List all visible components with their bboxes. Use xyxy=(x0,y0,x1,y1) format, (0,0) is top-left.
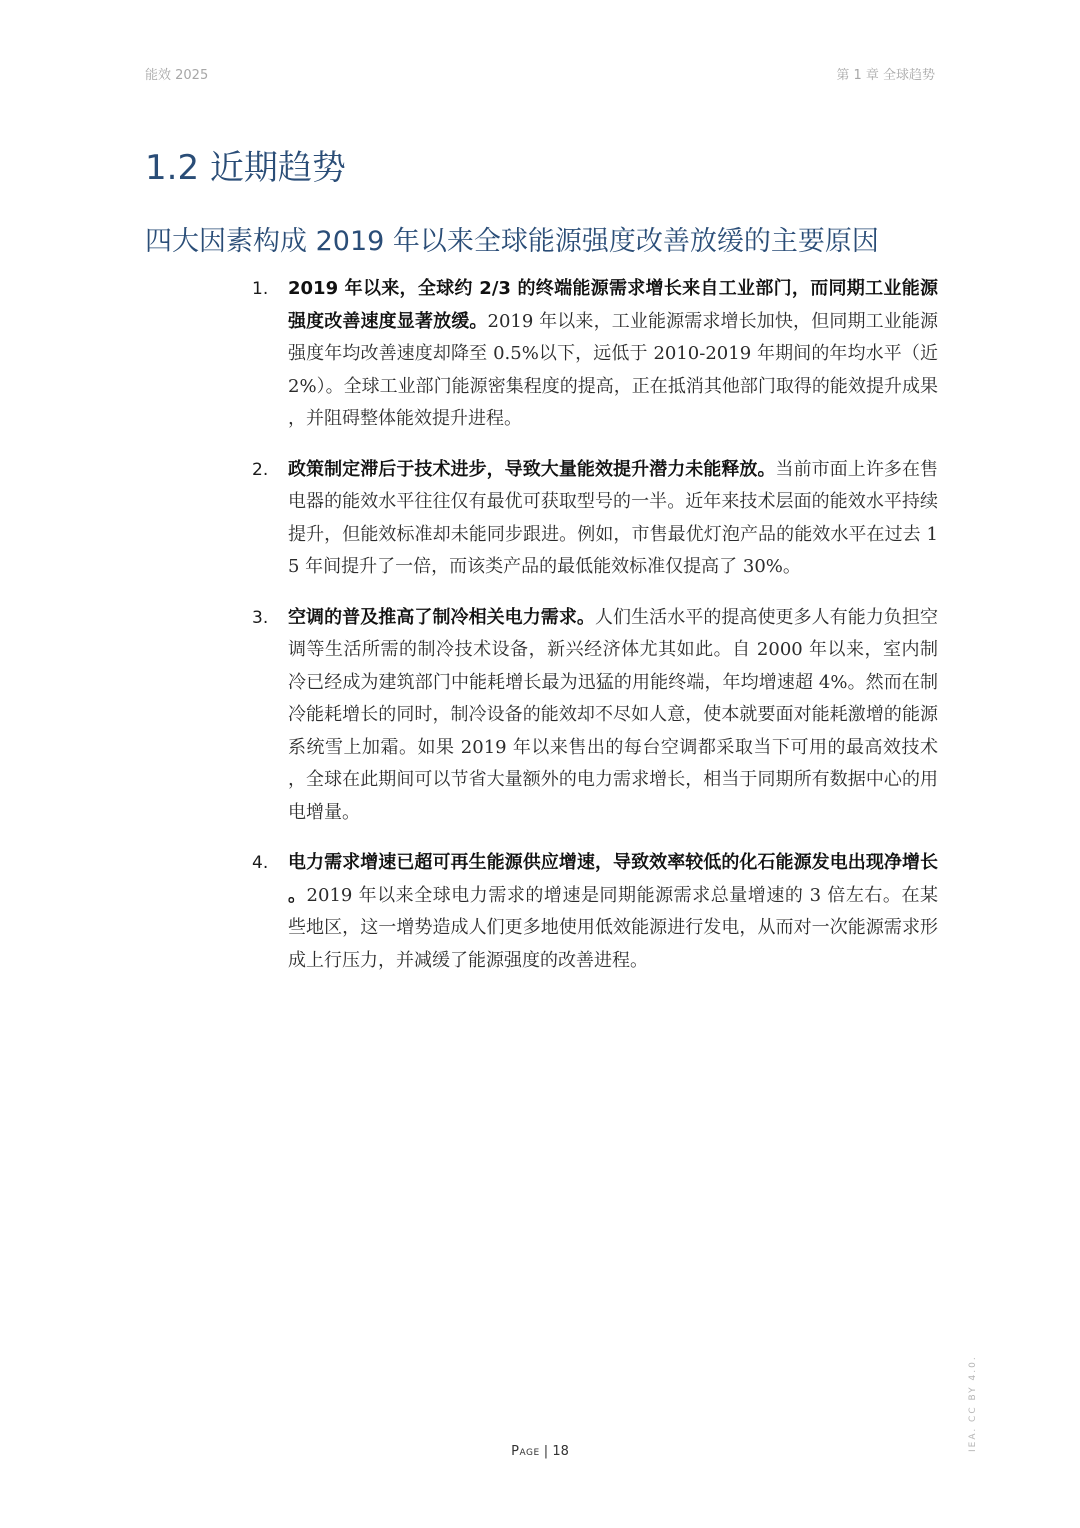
finding-item xyxy=(252,454,938,584)
finding-lead: 2019 年以来，全球约 2/3 的终端能源需求增长来自工业部门，而同期工业能源强度改善速度显著放缓。 xyxy=(288,278,938,332)
finding-item xyxy=(252,273,938,436)
section-title: 1.2 近期趋势 xyxy=(145,148,346,188)
finding-number: 4. xyxy=(252,853,269,873)
findings-list xyxy=(252,273,938,995)
finding-number: 3. xyxy=(252,607,269,628)
finding-item xyxy=(252,602,938,830)
running-header xyxy=(145,64,935,84)
finding-body: 2019 年以来全球电力需求的增速是同期能源需求总量增速的 3 倍左右。在某些地区，这一增势造成人们更多地使用低效能源进行发电，从而对一次能源需求形成上行压力，并减缓了能源强度的改善进程。 xyxy=(288,884,938,971)
finding-number: 2. xyxy=(252,459,269,480)
finding-body: 2019 年以来，工业能源需求增长加快，但同期工业能源强度年均改善速度却降至 0.5%以下，远低于 2010-2019 年期间的年均水平（近 2%）。全球工业部门能源密集程度的提高，正在抵消其他部门取得的能效提升成果，并阻碍整体能效提升进程。 xyxy=(288,310,939,429)
subsection-title: 四大因素构成 2019 年以来全球能源强度改善放缓的主要原因 xyxy=(145,226,879,257)
report-title: 能效 2025 xyxy=(145,68,209,83)
license-notice: IEA. CC BY 4.0. xyxy=(968,1355,978,1452)
page-separator: | xyxy=(543,1444,549,1459)
finding-number: 1. xyxy=(252,279,269,299)
finding-body: 当前市面上许多在售电器的能效水平往往仅有最优可获取型号的一半。近年来技术层面的能效水平持续提升，但能效标准却未能同步跟进。例如，市售最优灯泡产品的能效水平在过去 15 年间提升了一倍，而该类产品的最低能效标准仅提高了 30%。 xyxy=(288,458,939,577)
finding-lead: 政策制定滞后于技术进步，导致大量能效提升潜力未能释放。 xyxy=(288,458,776,480)
finding-lead: 电力需求增速已超可再生能源供应增速，导致效率较低的化石能源发电出现净增长。 xyxy=(288,852,938,906)
finding-body: 人们生活水平的提高使更多人有能力负担空调等生活所需的制冷技术设备，新兴经济体尤其如此。自 2000 年以来，室内制冷已经成为建筑部门中能耗增长最为迅猛的用能终端，年均增速超 4%。然而在制冷能耗增长的同时，制冷设备的能效却不尽如人意，使本就要面对能耗激增的能源系统雪上加霜。如果 2019 年以来售出的每台空调都采取当下可用的最高效技术，全球在此期间可以节省大量额外的电力需求增长，相当于同期所有数据中心的用电增量。 xyxy=(288,606,939,823)
finding-item xyxy=(252,847,938,977)
page-footer xyxy=(0,1444,1080,1459)
page-number: 18 xyxy=(552,1444,569,1459)
page-label: Page xyxy=(511,1444,540,1459)
chapter-label: 第 1 章 全球趋势 xyxy=(836,68,935,83)
finding-lead: 空调的普及推高了制冷相关电力需求。 xyxy=(288,606,595,628)
